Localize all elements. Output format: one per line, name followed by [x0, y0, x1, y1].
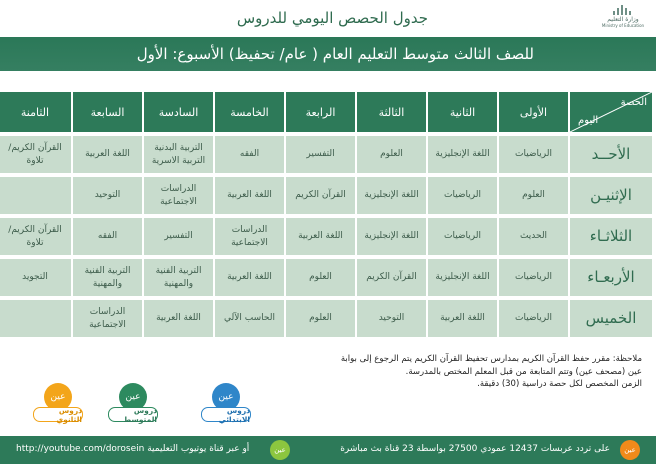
header	[0, 0, 656, 36]
satellite-frequency-text: على تردد عربسات 12437 عمودي 27500 بواسطة 23 قناة بث مباشرة	[340, 444, 610, 454]
logo-english-text: Ministry of Education	[601, 23, 645, 28]
corner-day-label: اليوم	[578, 115, 599, 126]
subject-cell: اللغة العربية	[428, 300, 497, 337]
ein-logo-icon: عين	[44, 383, 72, 411]
subject-cell: التربية الفنية والمهنية	[73, 259, 142, 296]
ein-logo-icon: عين	[119, 383, 147, 411]
period-header: الأولى	[499, 92, 568, 132]
youtube-link[interactable]: أو عبر قناة يوتيوب التعليمية http://youtube.com/dorosein	[16, 444, 250, 454]
subject-cell: التربية الفنية والمهنية	[144, 259, 213, 296]
subject-cell: العلوم	[286, 259, 355, 296]
day-label: الثلاثـاء	[570, 218, 652, 255]
secondary-lessons-badge[interactable]	[33, 383, 83, 429]
badge-label: دروس الثانوي	[33, 407, 83, 422]
subject-cell: اللغة الإنجليزية	[357, 177, 426, 214]
day-label: الأربعـاء	[570, 259, 652, 296]
period-header: الثانية	[428, 92, 497, 132]
subject-cell: القرآن الكريم	[357, 259, 426, 296]
ministry-logo	[600, 5, 646, 33]
subject-cell: اللغة الإنجليزية	[428, 136, 497, 173]
corner-period-label: الحصة	[620, 97, 647, 108]
period-header: السادسة	[144, 92, 213, 132]
subject-cell: التفسير	[286, 136, 355, 173]
period-header: السابعة	[73, 92, 142, 132]
subject-cell: العلوم	[357, 136, 426, 173]
subject-cell: القرآن الكريم/ تلاوة	[0, 218, 71, 255]
note-line: الزمن المخصص لكل حصة دراسية (30) دقيقة.	[477, 379, 642, 389]
subject-cell: القرآن الكريم/ تلاوة	[0, 136, 71, 173]
note-line: ملاحظة: مقرر حفظ القرآن الكريم بمدارس تحفيظ القرآن الكريم يتم الرجوع إلى بوابة	[340, 354, 642, 364]
subject-cell: اللغة العربية	[144, 300, 213, 337]
footer	[0, 436, 656, 464]
subject-cell	[0, 300, 71, 337]
period-header: الرابعة	[286, 92, 355, 132]
subject-cell: اللغة الإنجليزية	[357, 218, 426, 255]
subject-cell: الرياضيات	[499, 136, 568, 173]
subject-cell: الفقه	[215, 136, 284, 173]
subject-cell: الرياضيات	[499, 259, 568, 296]
subject-cell: الفقه	[73, 218, 142, 255]
subject-cell	[0, 177, 71, 214]
notes	[222, 353, 642, 391]
subject-cell: القرآن الكريم	[286, 177, 355, 214]
subject-cell: الرياضيات	[499, 300, 568, 337]
subject-cell: العلوم	[499, 177, 568, 214]
subject-cell: الرياضيات	[428, 218, 497, 255]
table-corner-header	[570, 92, 652, 132]
page-title: جدول الحصص اليومي للدروس	[236, 9, 428, 27]
intermediate-lessons-badge[interactable]	[108, 383, 158, 429]
subject-cell: اللغة العربية	[215, 259, 284, 296]
subject-cell: التجويد	[0, 259, 71, 296]
subject-cell: الدراسات الاجتماعية	[215, 218, 284, 255]
ein-logo-icon: عين	[212, 383, 240, 411]
subject-cell: التفسير	[144, 218, 213, 255]
day-label: الإثنيـن	[570, 177, 652, 214]
subject-cell: التربية البدنية التربية الاسرية	[144, 136, 213, 173]
ein-channel-logo-icon: عين	[270, 440, 290, 460]
subject-cell: الدراسات الاجتماعية	[144, 177, 213, 214]
timetable	[8, 92, 652, 344]
ministry-logo-icon	[611, 5, 635, 15]
subject-cell: اللغة العربية	[73, 136, 142, 173]
day-label: الأحــد	[570, 136, 652, 173]
note-line: عين (مصحف عين) وتتم المتابعة من قبل المعلم المختص بالمدرسة.	[405, 366, 642, 377]
subject-cell: اللغة العربية	[286, 218, 355, 255]
subject-cell: التوحيد	[357, 300, 426, 337]
subject-cell: الحديث	[499, 218, 568, 255]
period-header: الثالثة	[357, 92, 426, 132]
period-header: الثامنة	[0, 92, 71, 132]
subtitle-bar	[0, 37, 656, 71]
ein-tv-logo-icon: عين	[620, 440, 640, 460]
subject-cell: الحاسب الآلي	[215, 300, 284, 337]
period-header: الخامسة	[215, 92, 284, 132]
subject-cell: اللغة الإنجليزية	[428, 259, 497, 296]
subject-cell: العلوم	[286, 300, 355, 337]
badge-label: دروس المتوسط	[108, 407, 158, 422]
page-subtitle: للصف الثالث متوسط التعليم العام ( عام/ تحفيظ) الأسبوع: الأول	[136, 45, 534, 63]
primary-lessons-badge[interactable]	[201, 383, 251, 429]
badge-label: دروس الابتدائي	[201, 407, 251, 422]
subject-cell: التوحيد	[73, 177, 142, 214]
subject-cell: اللغة العربية	[215, 177, 284, 214]
subject-cell: الرياضيات	[428, 177, 497, 214]
day-label: الخميس	[570, 300, 652, 337]
logo-arabic-text: وزارة التعليم	[607, 16, 639, 23]
subject-cell: الدراسات الاجتماعية	[73, 300, 142, 337]
